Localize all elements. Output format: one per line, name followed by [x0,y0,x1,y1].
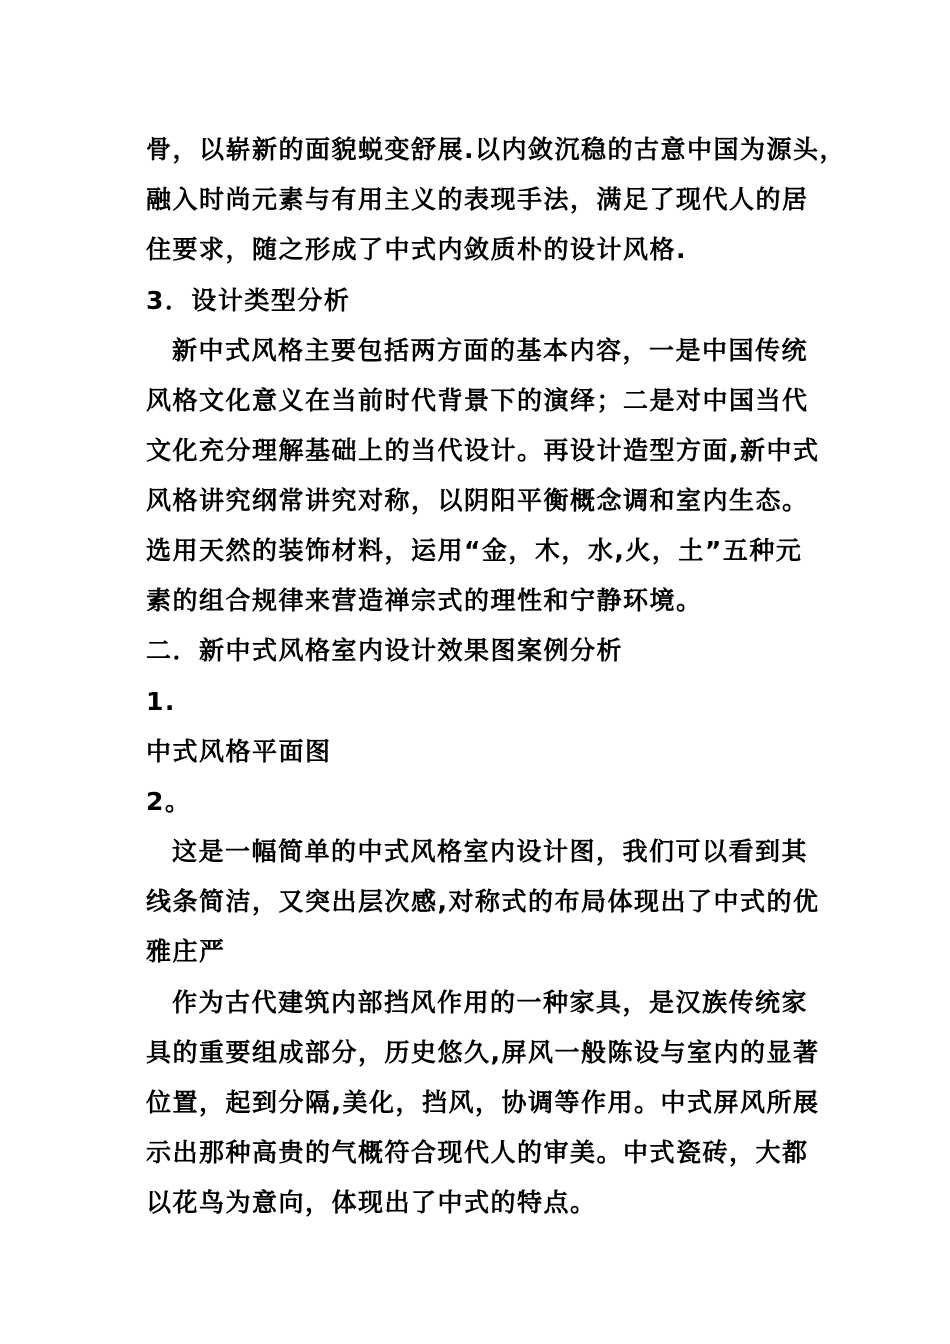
text-line: 融入时尚元素与有用主义的表现手法，满足了现代人的居 [146,185,809,214]
section-heading: 3．设计类型分析 [146,286,351,315]
text-line: 这是一幅简单的中式风格室内设计图，我们可以看到其 [172,837,809,866]
text-line: 风格文化意义在当前时代背景下的演绎；二是对中国当代 [146,386,809,415]
text-line: 文化充分理解基础上的当代设计。再设计造型方面,新中式 [146,436,820,465]
text-line: 作为古代建筑内部挡风作用的一种家具，是汉族传统家 [172,988,809,1017]
text-line: 位置，起到分隔,美化，挡风，协调等作用。中式屏风所展 [146,1088,820,1117]
text-line: 住要求，随之形成了中式内敛质朴的设计风格. [146,235,687,264]
caption: 中式风格平面图 [146,737,332,766]
text-line: 素的组合规律来营造禅宗式的理性和宁静环境。 [146,586,703,615]
list-number: 1. [146,687,176,716]
text-line: 选用天然的装饰材料，运用“金，木，水,火，土”五种元 [146,536,803,565]
text-line: 骨，以崭新的面貌蜕变舒展.以内敛沉稳的古意中国为源头， [146,135,846,164]
text-line: 具的重要组成部分，历史悠久,屏风一般陈设与室内的显著 [146,1038,820,1067]
text-line: 线条简洁，又突出层次感,对称式的布局体现出了中式的优 [146,887,820,916]
text-line: 示出那种高贵的气概符合现代人的审美。中式瓷砖，大都 [146,1138,809,1167]
text-line: 雅庄严 [146,937,226,966]
section-heading: 二．新中式风格室内设计效果图案例分析 [146,636,624,665]
text-line: 新中式风格主要包括两方面的基本内容，一是中国传统 [172,336,809,365]
text-line: 风格讲究纲常讲究对称，以阴阳平衡概念调和室内生态。 [146,486,809,515]
text-line: 以花鸟为意向，体现出了中式的特点。 [146,1188,597,1217]
list-number: 2。 [146,787,192,816]
